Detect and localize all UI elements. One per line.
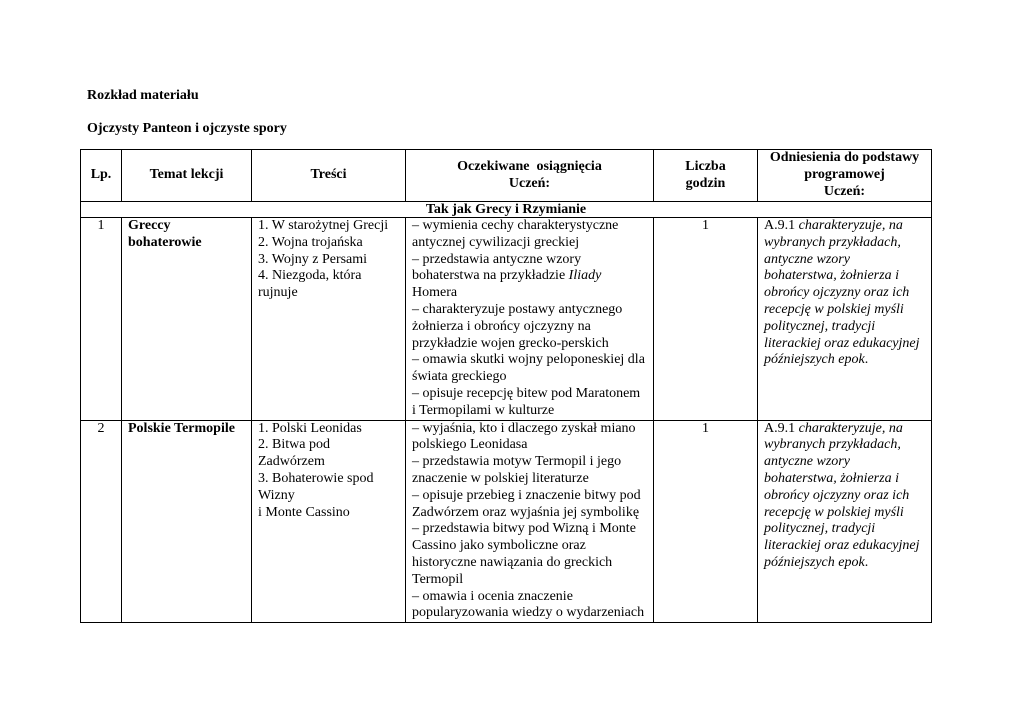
header-topic: Temat lekcji: [122, 150, 252, 202]
ref-end: .: [864, 352, 869, 368]
content-item: 3. Bohaterowie spod Wizny: [258, 470, 374, 503]
content-item: 4. Niezgoda, która rujnuje: [258, 268, 362, 301]
outcome-item: – opisuje recepcję bitew pod Maratonem i Termopilami w kulturze: [412, 385, 641, 418]
row-topic: Greccy bohaterowie: [122, 218, 252, 421]
table-header-row: [81, 150, 932, 202]
header-hours-line1: Liczba: [685, 158, 726, 174]
outcome-item: – opisuje przebieg i znaczenie bitwy pod Zadwórzem oraz wyjaśnia jej symbolikę: [412, 487, 641, 520]
row-hours: 1: [654, 420, 758, 623]
row-reference: [758, 218, 932, 421]
row-outcomes: [406, 218, 654, 421]
content-item: 1. W starożytnej Grecji: [258, 218, 389, 233]
content-item: 2. Bitwa pod Zadwórzem: [258, 437, 330, 470]
header-ref-line2: programowej: [804, 167, 885, 183]
outcome-item: – wyjaśnia, kto i dlaczego zyskał miano polskiego Leonidasa: [412, 420, 636, 453]
outcome-text: – przedstawia antyczne wzory bohaterstwa na przykładzie: [412, 251, 582, 284]
outcome-item: – przedstawia bitwy pod Wizną i Monte Cassino jako symboliczne oraz historyczne nawiązania do greckich Termopil: [412, 521, 636, 587]
outcome-text: Homera: [412, 285, 458, 301]
outcome-item: – przedstawia motyw Termopil i jego znaczenie w polskiej literaturze: [412, 454, 622, 486]
outcome-title-iliad: Iliady: [568, 268, 602, 284]
header-reference: [758, 150, 932, 202]
ref-text: charakteryzuje, na wybranych przykładach, antyczne wzory bohaterstwa, żołnierza i obrońcy ojczyzny oraz ich recepcję w polskiej myśli politycznej, tradycji literackiej oraz edukacyjnej późniejszych epok: [764, 218, 920, 368]
header-hours-line2: godzin: [685, 175, 726, 191]
header-outcomes: [406, 150, 654, 202]
document-subtitle: Ojczysty Panteon i ojczyste spory: [87, 121, 287, 136]
table-row: [81, 218, 932, 421]
row-number: 1: [81, 218, 122, 421]
ref-text: charakteryzuje, na wybranych przykładach, antyczne wzory bohaterstwa, żołnierza i obrońcy ojczyzny oraz ich recepcję w polskiej myśli politycznej, tradycji literackiej oraz edukacyjnej późniejszych epok: [764, 420, 920, 570]
outcome-item: – omawia i ocenia znaczenie popularyzowania wiedzy o wydarzeniach: [412, 588, 645, 621]
section-title: Tak jak Grecy i Rzymianie: [81, 202, 932, 218]
content-item: 1. Polski Leonidas: [258, 420, 362, 436]
curriculum-table: [80, 149, 932, 623]
row-number: 2: [81, 420, 122, 623]
row-outcomes: [406, 420, 654, 623]
document-title: Rozkład materiału: [87, 88, 199, 103]
row-hours: 1: [654, 218, 758, 421]
header-ref-line1: Odniesienia do podstawy: [769, 150, 920, 166]
header-lp: Lp.: [81, 150, 122, 202]
content-item: 2. Wojna trojańska: [258, 234, 363, 250]
row-reference: [758, 420, 932, 623]
header-outcomes-line2: Uczeń:: [508, 175, 551, 191]
row-content: [252, 218, 406, 421]
header-outcomes-line1: Oczekiwane osiągnięcia: [457, 158, 602, 174]
section-row: [81, 202, 932, 218]
outcome-item: [412, 252, 647, 302]
row-topic: Polskie Termopile: [122, 420, 252, 623]
ref-end: .: [864, 554, 869, 570]
row-content: [252, 420, 406, 623]
ref-code: A.9.1: [764, 420, 799, 436]
table-row: [81, 420, 932, 623]
content-item: i Monte Cassino: [258, 504, 350, 520]
outcome-item: – charakteryzuje postawy antycznego żołnierza i obrońcy ojczyzny na przykładzie wojen grecko-perskich: [412, 301, 623, 351]
ref-code: A.9.1: [764, 218, 799, 233]
outcome-item: – omawia skutki wojny peloponeskiej dla świata greckiego: [412, 352, 645, 385]
header-hours: [654, 150, 758, 202]
header-content: Treści: [252, 150, 406, 202]
content-item: 3. Wojny z Persami: [258, 251, 368, 267]
outcome-item: – wymienia cechy charakterystyczne antycznej cywilizacji greckiej: [412, 218, 619, 250]
header-ref-line3: Uczeń:: [823, 183, 866, 199]
